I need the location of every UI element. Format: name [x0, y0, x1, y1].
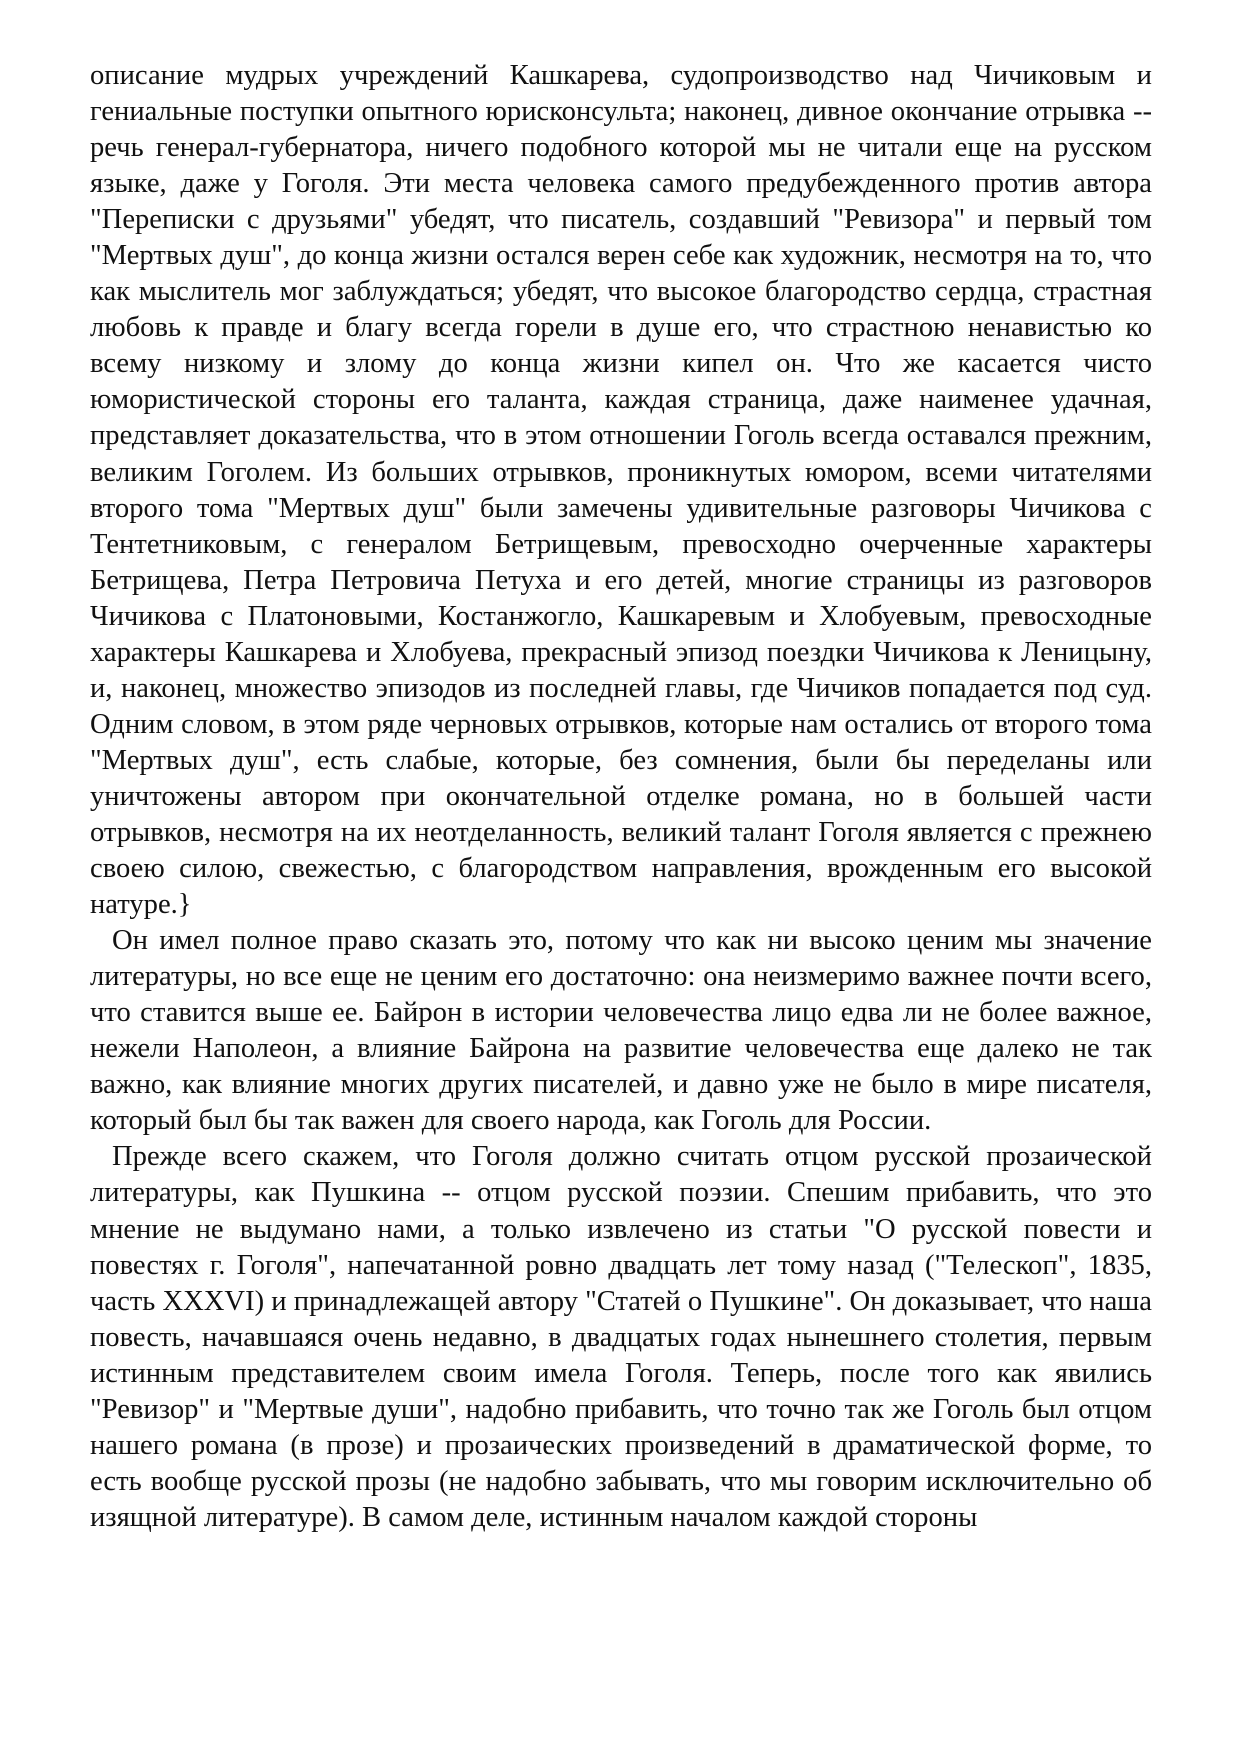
document-page: [90, 58, 1152, 1536]
paragraph-literature-significance: Он имел полное право сказать это, потому что как ни высоко ценим мы значение литературы, но все еще не ценим его достаточно: она неизмеримо важнее почти всего, что ставится выше ее. Байрон в истории человечества лицо едва ли не более важное, нежели Наполеон, а влияние Байрона на развитие человечества еще далеко не так важно, как влияние многих других писателей, и давно уже не было в мире писателя, который был бы так важен для своего народа, как Гоголь для России.: [90, 925, 1152, 1137]
paragraph-continuation: описание мудрых учреждений Кашкарева, судопроизводство над Чичиковым и гениальные поступки опытного юрисконсульта; наконец, дивное окончание отрывка -- речь генерал-губернатора, ничего подобного которой мы не читали еще на русском языке, даже у Гоголя. Эти места человека самого предубежденного против автора "Переписки с друзьями" убедят, что писатель, создавший "Ревизора" и первый том "Мертвых душ", до конца жизни остался верен себе как художник, несмотря на то, что как мыслитель мог заблуждаться; убедят, что высокое благородство сердца, страстная любовь к правде и благу всегда горели в душе его, что страстною ненавистью ко всему низкому и злому до конца жизни кипел он. Что же касается чисто юмористической стороны его таланта, каждая страница, даже наименее удачная, представляет доказательства, что в этом отношении Гоголь всегда оставался прежним, великим Гоголем. Из больших отрывков, проникнутых юмором, всеми читателями второго тома "Мертвых душ" были замечены удивительные разговоры Чичикова с Тентетниковым, с генералом Бетрищевым, превосходно очерченные характеры Бетрищева, Петра Петровича Петуха и его детей, многие страницы из разговоров Чичикова с Платоновыми, Костанжогло, Кашкаревым и Хлобуевым, превосходные характеры Кашкарева и Хлобуева, прекрасный эпизод поездки Чичикова к Леницыну, и, наконец, множество эпизодов из последней главы, где Чичиков попадается под суд. Одним словом, в этом ряде черновых отрывков, которые нам остались от второго тома "Мертвых душ", есть слабые, которые, без сомнения, были бы переделаны или уничтожены автором при окончательной отделке романа, но в большей части отрывков, несмотря на их неотделанность, великий талант Гоголя является с прежнею своею силою, свежестью, с благородством направления, врожденным его высокой натуре.}: [90, 60, 1152, 921]
paragraph-gogol-prose: Прежде всего скажем, что Гоголя должно считать отцом русской прозаической литературы, как Пушкина -- отцом русской поэзии. Спешим прибавить, что это мнение не выдумано нами, а только извлечено из статьи "О русской повести и повестях г. Гоголя", напечатанной ровно двадцать лет тому назад ("Телескоп", 1835, часть XXXVI) и принадлежащей автору "Статей о Пушкине". Он доказывает, что наша повесть, начавшаяся очень недавно, в двадцатых годах нынешнего столетия, первым истинным представителем своим имела Гоголя. Теперь, после того как явились "Ревизор" и "Мертвые души", надобно прибавить, что точно так же Гоголь был отцом нашего романа (в прозе) и прозаических произведений в драматической форме, то есть вообще русской прозы (не надобно забывать, что мы говорим исключительно об изящной литературе). В самом деле, истинным началом каждой стороны: [90, 1141, 1152, 1533]
